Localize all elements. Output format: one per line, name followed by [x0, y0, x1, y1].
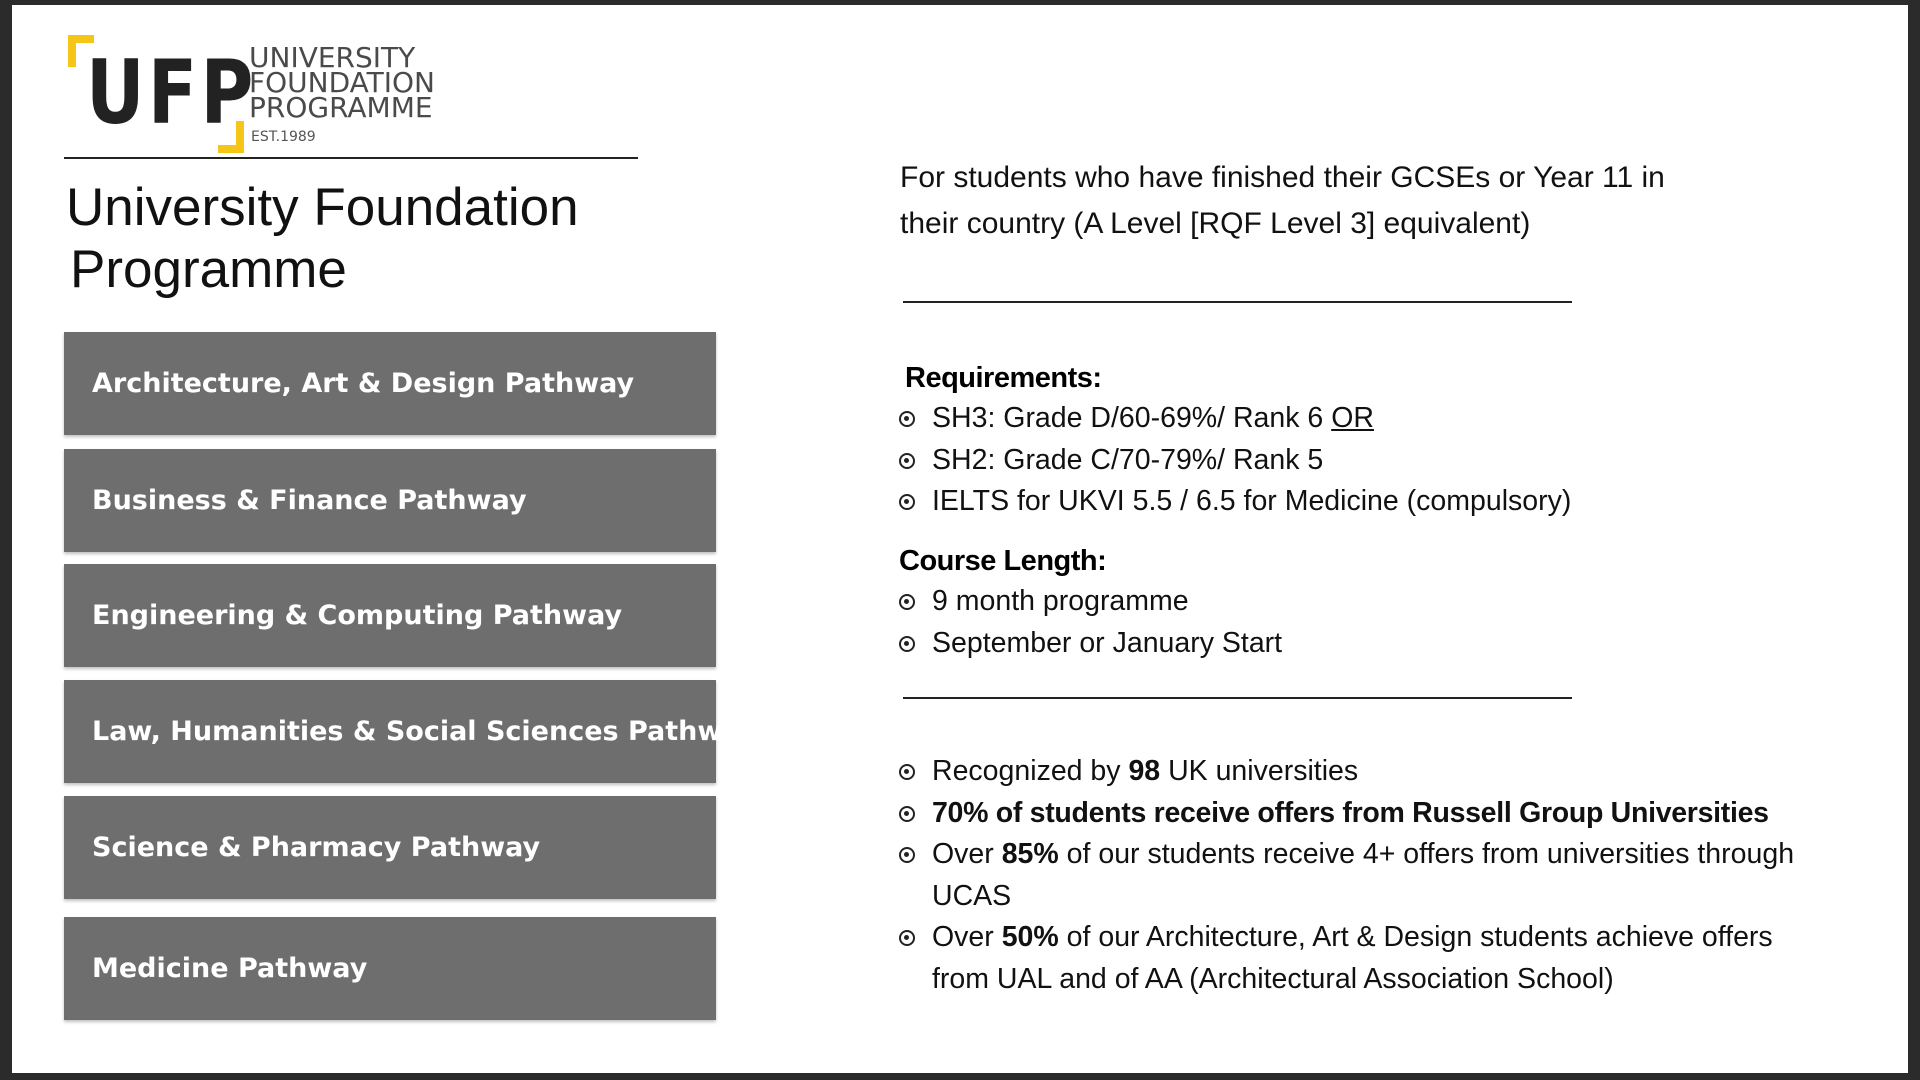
bullet-icon — [899, 930, 915, 946]
highlight-number: 85% — [1001, 838, 1059, 870]
requirement-text: SH2: Grade C/70-79%/ Rank 5 — [932, 443, 1324, 476]
highlight-text: UCAS — [932, 879, 1012, 912]
ufp-logo — [66, 33, 466, 163]
course-length-list — [898, 581, 1282, 664]
pathway-button-science[interactable]: Science & Pharmacy Pathway — [64, 796, 716, 899]
course-length-item — [898, 623, 1282, 665]
pathway-button-medicine[interactable]: Medicine Pathway — [64, 917, 716, 1020]
section-divider-top — [903, 301, 1572, 303]
highlight-text: from UAL and of AA (Architectural Association School) — [932, 962, 1614, 995]
page-title — [66, 177, 686, 301]
logo-line-programme: PROGRAMME — [249, 91, 433, 124]
logo-line-foundation: FOUNDATION — [249, 66, 435, 99]
bullet-icon — [899, 806, 915, 822]
intro-line-1: For students who have finished their GCSEs or Year 11 in — [900, 161, 1665, 194]
logo-wordmark — [249, 41, 435, 124]
requirement-item — [898, 440, 1571, 482]
requirement-text: IELTS for UKVI 5.5 / 6.5 for Medicine (compulsory) — [932, 485, 1572, 517]
bullet-icon — [899, 411, 915, 427]
course-length-item — [898, 581, 1282, 623]
highlight-text: Over — [932, 838, 1002, 870]
highlight-text: UK universities — [1160, 755, 1359, 787]
highlight-text: Over — [932, 921, 1002, 953]
page-title-line-1: University Foundation — [66, 178, 579, 237]
bullet-icon — [899, 494, 915, 510]
highlight-item — [898, 917, 1832, 1000]
highlight-item — [898, 751, 1832, 793]
intro-line-2: their country (A Level [RQF Level 3] equivalent) — [900, 207, 1531, 240]
bullet-icon — [899, 453, 915, 469]
requirements-label: Requirements: — [905, 362, 1102, 394]
pathway-button-architecture[interactable]: Architecture, Art & Design Pathway — [64, 332, 716, 435]
highlight-text: Recognized by — [932, 755, 1129, 787]
requirement-or-text: OR — [1331, 402, 1374, 434]
pathway-button-law[interactable]: Law, Humanities & Social Sciences Pathway — [64, 680, 716, 783]
page-title-line-2: Programme — [70, 240, 347, 299]
requirement-item — [898, 481, 1571, 523]
requirement-text: SH3: Grade D/60-69%/ Rank 6 — [932, 402, 1332, 434]
course-length-label: Course Length: — [899, 545, 1107, 577]
bullet-icon — [899, 636, 915, 652]
highlight-text: of our Architecture, Art & Design students achieve offers — [1058, 921, 1773, 953]
requirement-item — [898, 398, 1571, 440]
highlight-item — [898, 793, 1832, 835]
highlight-item — [898, 834, 1832, 917]
logo-line-university: UNIVERSITY — [249, 41, 416, 74]
highlights-list — [898, 751, 1832, 1000]
pathway-button-business[interactable]: Business & Finance Pathway — [64, 449, 716, 552]
bullet-icon — [899, 847, 915, 863]
course-length-text: 9 month programme — [932, 585, 1189, 617]
highlight-number: 50% — [1001, 921, 1059, 953]
section-divider-bottom — [903, 697, 1572, 699]
slide — [12, 5, 1908, 1073]
bullet-icon — [899, 594, 915, 610]
logo-letters: UFP — [86, 41, 257, 144]
requirements-list — [898, 398, 1571, 523]
title-divider — [64, 157, 638, 159]
highlight-text: 70% of students receive offers from Russell Group Universities — [932, 796, 1769, 829]
bullet-icon — [899, 764, 915, 780]
logo-established: EST.1989 — [251, 129, 316, 145]
highlight-number: 98 — [1128, 755, 1161, 787]
pathway-button-engineering[interactable]: Engineering & Computing Pathway — [64, 564, 716, 667]
intro-text — [900, 155, 1760, 247]
course-length-text: September or January Start — [932, 626, 1283, 659]
highlight-text: of our students receive 4+ offers from universities through — [1058, 838, 1795, 870]
